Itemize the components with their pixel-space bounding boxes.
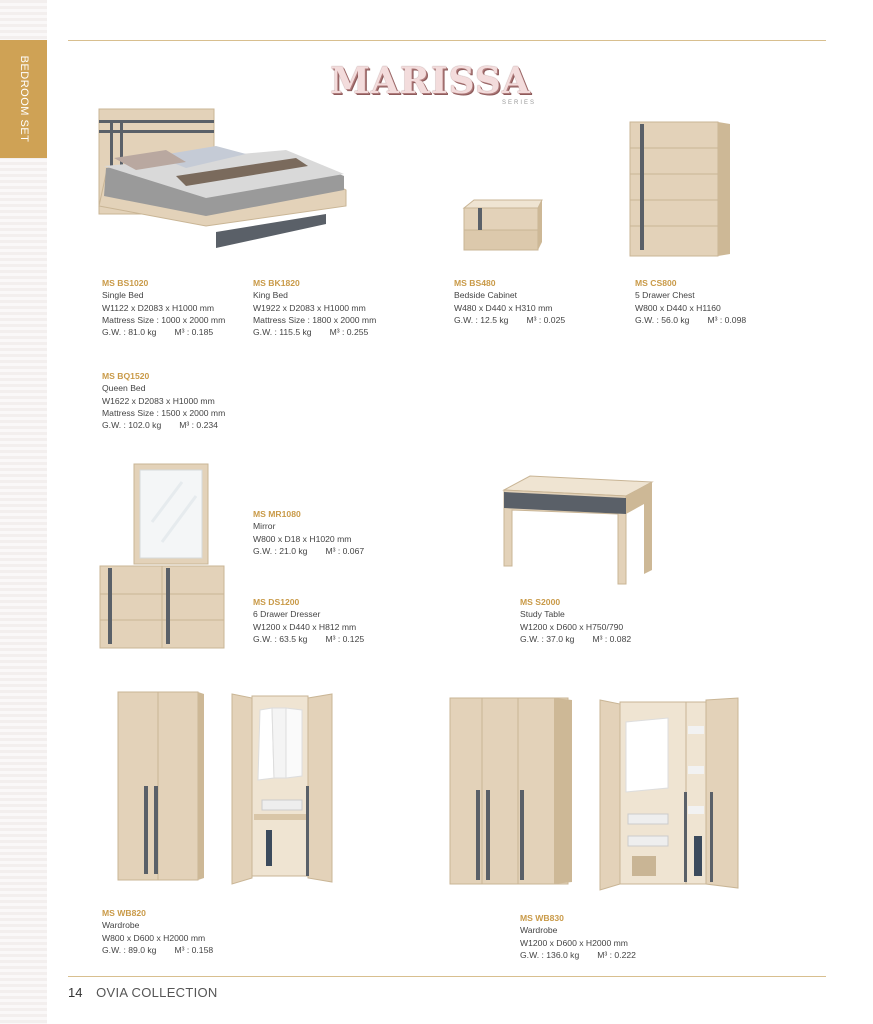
product-volume: M³ : 0.025 (526, 314, 566, 325)
product-ds1200 (253, 596, 382, 645)
product-volume: M³ : 0.098 (707, 314, 747, 325)
product-code: MS BS1020 (102, 278, 149, 288)
bottom-divider (68, 976, 826, 977)
product-volume: M³ : 0.255 (329, 327, 369, 338)
study-table-image (500, 474, 656, 586)
product-dims: W800 x D600 x H2000 mm (102, 932, 206, 943)
product-dims: W480 x D440 x H310 mm (454, 302, 553, 313)
product-weight: G.W. : 12.5 kg (454, 314, 509, 325)
product-mattress: Mattress Size : 1800 x 2000 mm (253, 314, 377, 325)
wardrobe-2door-open-image (228, 690, 338, 886)
product-bk1820 (253, 277, 386, 338)
product-name: Bedside Cabinet (454, 290, 518, 301)
product-dims: W800 x D440 x H1160 (635, 302, 721, 313)
product-code: MS WB820 (102, 908, 146, 918)
series-title (330, 60, 540, 110)
bedside-cabinet-image (460, 198, 546, 254)
product-volume: M³ : 0.222 (597, 949, 636, 960)
product-cs800 (635, 277, 764, 326)
section-tab: BEDROOM SET (0, 40, 47, 158)
product-code: MS BS480 (454, 278, 496, 288)
product-mattress: Mattress Size : 1000 x 2000 mm (102, 314, 226, 325)
top-divider (68, 40, 826, 41)
wardrobe-2door-closed-image (114, 690, 208, 884)
product-wb830 (520, 912, 654, 961)
product-code: MS DS1200 (253, 597, 300, 607)
product-weight: G.W. : 102.0 kg (102, 420, 162, 431)
product-bs1020 (102, 277, 231, 338)
product-volume: M³ : 0.067 (325, 545, 365, 556)
product-dims: W1922 x D2083 x H1000 mm (253, 302, 366, 313)
product-volume: M³ : 0.234 (179, 420, 218, 431)
product-name: King Bed (253, 290, 288, 301)
product-dims: W1200 x D600 x H750/790 (520, 621, 624, 632)
product-s2000 (520, 596, 649, 645)
product-name: 6 Drawer Dresser (253, 609, 321, 620)
product-code: MS CS800 (635, 278, 677, 288)
product-volume: M³ : 0.158 (174, 944, 214, 955)
product-weight: G.W. : 115.5 kg (253, 327, 312, 338)
product-bs480 (454, 277, 583, 326)
product-volume: M³ : 0.082 (592, 633, 632, 644)
product-code: MS MR1080 (253, 509, 301, 519)
product-weight: G.W. : 37.0 kg (520, 633, 575, 644)
product-name: Wardrobe (102, 920, 140, 931)
product-dims: W1622 x D2083 x H1000 mm (102, 395, 215, 406)
dresser-image (98, 562, 228, 652)
product-name: Wardrobe (520, 925, 558, 936)
product-mattress: Mattress Size : 1500 x 2000 mm (102, 407, 226, 418)
product-code: MS BK1820 (253, 278, 300, 288)
product-dims: W1122 x D2083 x H1000 mm (102, 302, 215, 313)
product-weight: G.W. : 56.0 kg (635, 314, 690, 325)
product-code: MS BQ1520 (102, 371, 150, 381)
product-code: MS S2000 (520, 597, 561, 607)
product-wb820 (102, 907, 231, 956)
product-weight: G.W. : 136.0 kg (520, 949, 580, 960)
wardrobe-3door-open-image (598, 696, 744, 892)
brand-name: OVIA COLLECTION (96, 985, 218, 1000)
product-volume: M³ : 0.185 (174, 327, 214, 338)
product-code: MS WB830 (520, 913, 564, 923)
product-name: Queen Bed (102, 383, 146, 394)
product-dims: W1200 x D440 x H812 mm (253, 621, 357, 632)
chest-image (626, 118, 734, 260)
product-name: Mirror (253, 521, 276, 532)
bed-image (96, 106, 352, 252)
product-volume: M³ : 0.125 (325, 633, 365, 644)
product-name: Study Table (520, 609, 565, 620)
page-number: 14 (68, 985, 83, 1000)
product-weight: G.W. : 81.0 kg (102, 327, 157, 338)
series-sub: SERIES (501, 100, 536, 106)
footer (68, 985, 218, 1000)
product-bq1520 (102, 370, 236, 431)
product-dims: W800 x D18 x H1020 mm (253, 533, 352, 544)
mirror-image (132, 462, 212, 566)
product-mr1080 (253, 508, 382, 557)
product-weight: G.W. : 63.5 kg (253, 633, 308, 644)
wardrobe-3door-closed-image (446, 694, 576, 890)
product-dims: W1200 x D600 x H2000 mm (520, 937, 628, 948)
product-name: Single Bed (102, 290, 144, 301)
series-name: MARISSA (330, 60, 531, 102)
product-weight: G.W. : 89.0 kg (102, 944, 157, 955)
product-name: 5 Drawer Chest (635, 290, 695, 301)
product-weight: G.W. : 21.0 kg (253, 545, 308, 556)
